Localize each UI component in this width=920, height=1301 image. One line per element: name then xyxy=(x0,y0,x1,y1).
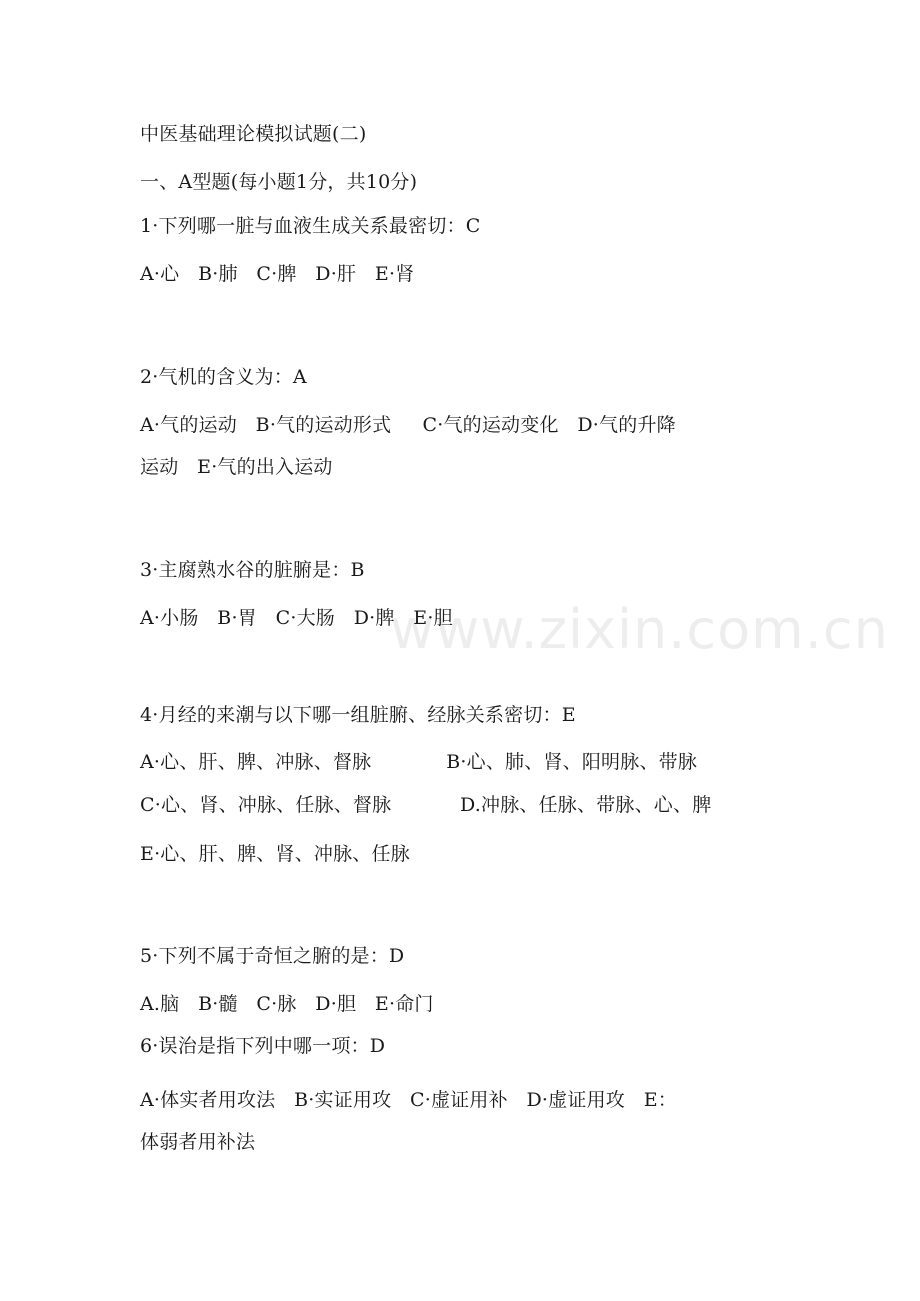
question-4-options-row2: C·心、肾、冲脉、任脉、督脉 D.冲脉、任脉、带脉、心、脾 xyxy=(140,794,712,816)
question-1-options: A·心 B·肺 C·脾 D·肝 E·肾 xyxy=(140,263,415,285)
question-4-options-row3: E·心、肝、脾、肾、冲脉、任脉 xyxy=(140,843,410,865)
question-4-options-row1: A·心、肝、脾、冲脉、督脉 B·心、肺、肾、阳明脉、带脉 xyxy=(140,751,698,773)
question-3-stem: 3·主腐熟水谷的脏腑是：B xyxy=(140,559,365,581)
question-2-options-cont: 运动 E·气的出入运动 xyxy=(140,456,333,478)
section-heading: 一、A型题(每小题1分，共10分) xyxy=(140,171,418,193)
question-4-stem: 4·月经的来潮与以下哪一组脏腑、经脉关系密切：E xyxy=(140,704,576,726)
question-6-options: A·体实者用攻法 B·实证用攻 C·虚证用补 D·虚证用攻 E： xyxy=(140,1089,677,1111)
watermark: www.zixin.com.cn xyxy=(390,598,889,661)
question-1-stem: 1·下列哪一脏与血液生成关系最密切：C xyxy=(140,215,481,237)
question-6-stem: 6·误治是指下列中哪一项：D xyxy=(140,1035,386,1057)
question-5-stem: 5·下列不属于奇恒之腑的是：D xyxy=(140,945,405,967)
question-3-options: A·小肠 B·胃 C·大肠 D·脾 E·胆 xyxy=(140,607,453,629)
document-title: 中医基础理论模拟试题(二) xyxy=(140,123,367,145)
question-2-options: A·气的运动 B·气的运动形式 C·气的运动变化 D·气的升降 xyxy=(140,414,676,436)
question-6-options-cont: 体弱者用补法 xyxy=(140,1131,256,1153)
question-5-options: A.脑 B·髓 C·脉 D·胆 E·命门 xyxy=(140,993,434,1015)
question-2-stem: 2·气机的含义为：A xyxy=(140,366,307,388)
